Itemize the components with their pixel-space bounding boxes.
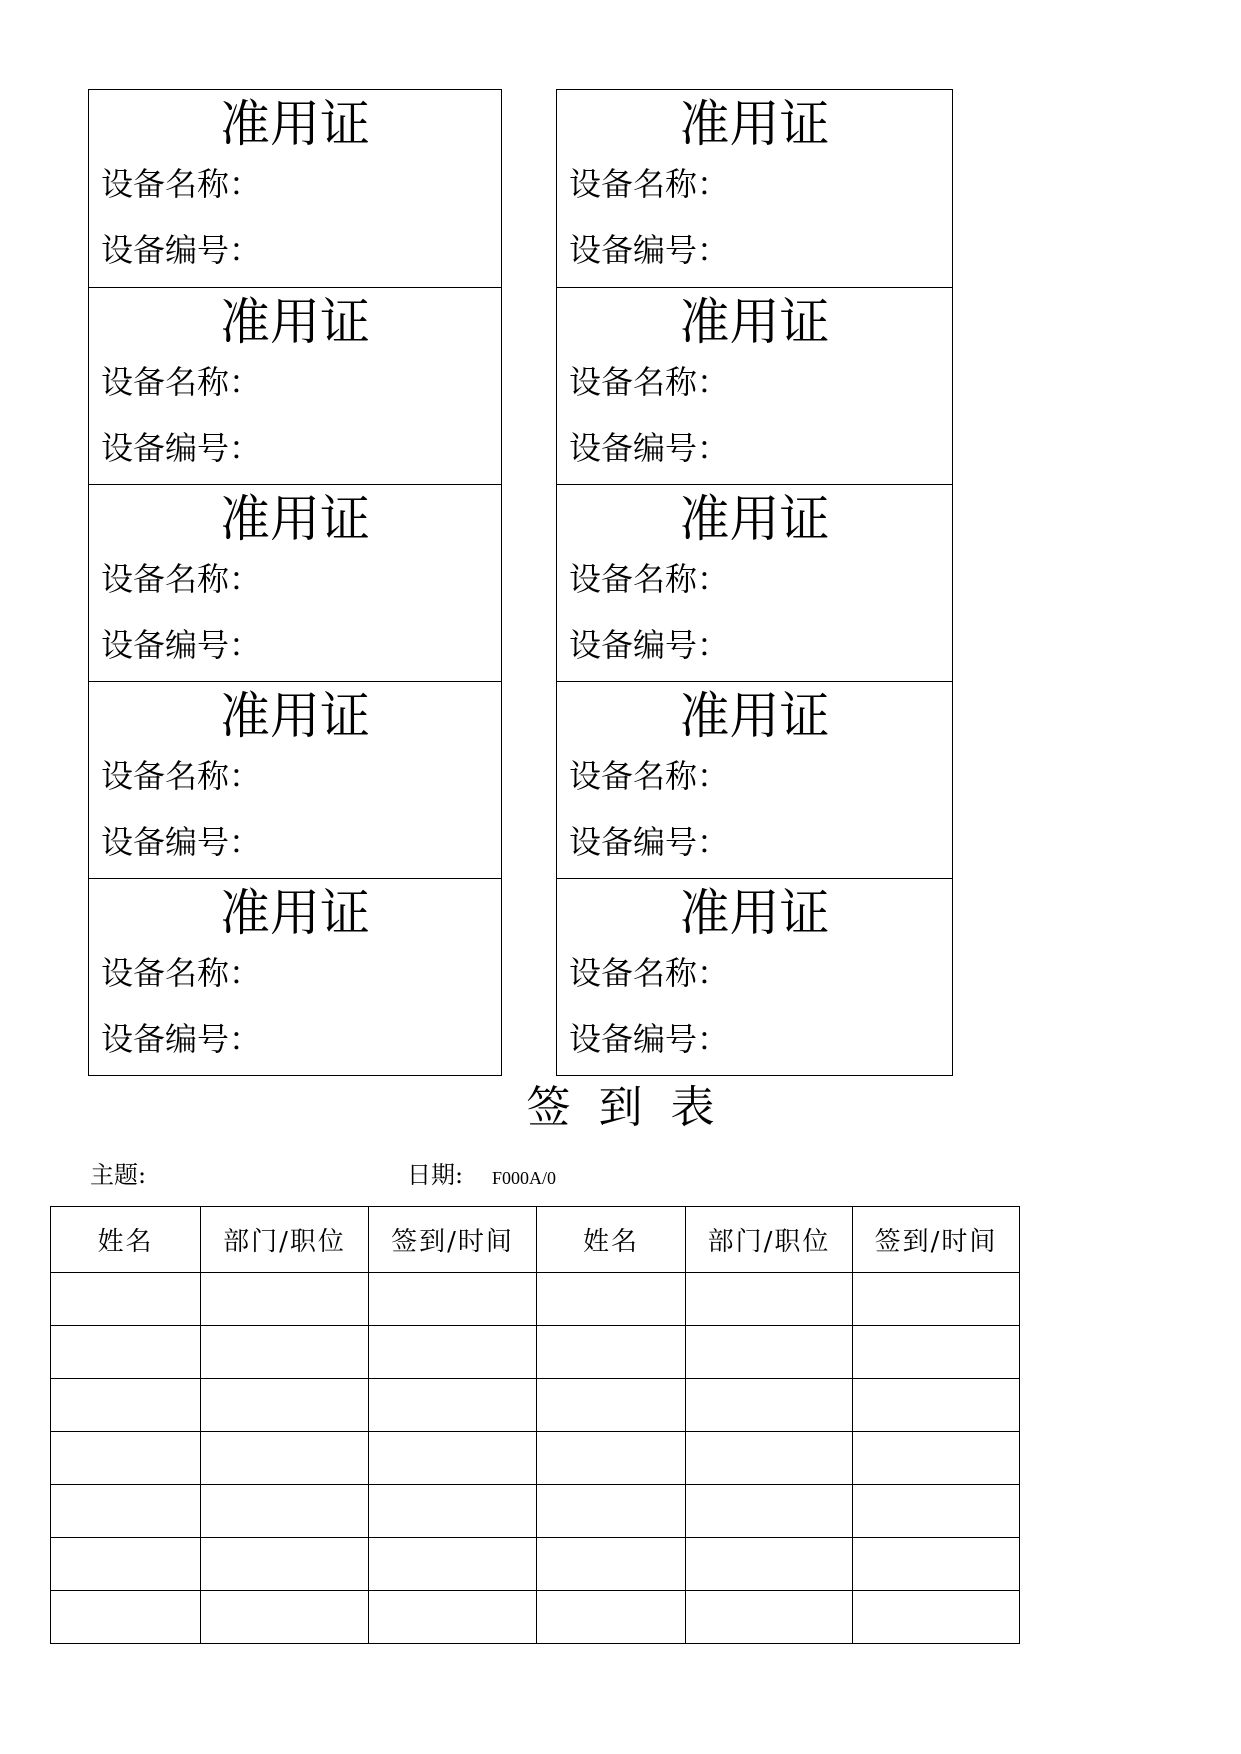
signin-cell[interactable] [369,1326,537,1379]
signin-cell[interactable] [201,1273,369,1326]
column-header-signin-time: 签到/时间 [853,1207,1020,1273]
permit-card [557,681,952,878]
table-row [51,1485,1020,1538]
permit-title: 准用证 [679,490,830,548]
signin-cell[interactable] [51,1538,201,1591]
signin-cell[interactable] [537,1591,686,1644]
equipment-name-label: 设备名称： [101,165,262,203]
permit-card [89,90,501,287]
signin-cell[interactable] [686,1326,853,1379]
permit-card [557,287,952,484]
equipment-code-label: 设备编号： [101,429,262,467]
signin-cell[interactable] [686,1379,853,1432]
signin-cell[interactable] [51,1273,201,1326]
permit-card [89,484,501,681]
equipment-code-label: 设备编号： [569,823,730,861]
signin-cell[interactable] [853,1379,1020,1432]
table-header-row [51,1207,1020,1273]
signin-cell[interactable] [201,1538,369,1591]
permit-title: 准用证 [679,293,830,351]
signin-cell[interactable] [853,1326,1020,1379]
signin-cell[interactable] [369,1485,537,1538]
permit-title: 准用证 [220,687,370,745]
permit-card [557,90,952,287]
signin-cell[interactable] [853,1591,1020,1644]
signin-cell[interactable] [51,1591,201,1644]
permit-title: 准用证 [679,884,830,942]
permit-title: 准用证 [220,490,370,548]
permit-title: 准用证 [220,884,370,942]
equipment-code-label: 设备编号： [101,626,262,664]
signin-cell[interactable] [537,1326,686,1379]
signin-cell[interactable] [201,1379,369,1432]
table-row [51,1273,1020,1326]
signin-cell[interactable] [686,1538,853,1591]
signin-cell[interactable] [51,1379,201,1432]
signin-cell[interactable] [51,1485,201,1538]
equipment-code-label: 设备编号： [101,823,262,861]
signin-cell[interactable] [853,1432,1020,1485]
equipment-name-label: 设备名称： [569,560,730,598]
permit-column-right [556,89,953,1076]
signin-cell[interactable] [369,1432,537,1485]
signin-cell[interactable] [686,1485,853,1538]
signin-cell[interactable] [201,1591,369,1644]
signin-table [50,1206,1020,1644]
signin-cell[interactable] [51,1326,201,1379]
equipment-name-label: 设备名称： [569,363,730,401]
permit-title: 准用证 [220,95,370,153]
signin-cell[interactable] [537,1485,686,1538]
signin-cell[interactable] [537,1432,686,1485]
equipment-name-label: 设备名称： [569,165,730,203]
table-row [51,1379,1020,1432]
signin-cell[interactable] [686,1273,853,1326]
column-header-name: 姓名 [537,1207,686,1273]
equipment-name-label: 设备名称： [101,363,262,401]
permit-card [89,681,501,878]
signin-cell[interactable] [686,1432,853,1485]
table-row [51,1326,1020,1379]
signin-sheet-title: 签到表 [526,1082,743,1133]
signin-cell[interactable] [853,1273,1020,1326]
permit-column-left [88,89,502,1076]
equipment-name-label: 设备名称： [569,757,730,795]
signin-cell[interactable] [537,1273,686,1326]
permit-card [557,878,952,1075]
date-label: 日期: [407,1161,464,1189]
equipment-name-label: 设备名称： [101,757,262,795]
signin-cell[interactable] [201,1326,369,1379]
signin-cell[interactable] [369,1591,537,1644]
permit-title: 准用证 [679,95,830,153]
table-row [51,1538,1020,1591]
signin-cell[interactable] [537,1379,686,1432]
equipment-name-label: 设备名称： [569,954,730,992]
permit-card [89,287,501,484]
document-code: F000A/0 [492,1168,557,1188]
equipment-code-label: 设备编号： [569,429,730,467]
signin-cell[interactable] [686,1591,853,1644]
column-header-department: 部门/职位 [201,1207,369,1273]
column-header-department: 部门/职位 [686,1207,853,1273]
column-header-signin-time: 签到/时间 [369,1207,537,1273]
topic-label: 主题: [90,1161,147,1189]
permit-card [557,484,952,681]
signin-cell[interactable] [853,1485,1020,1538]
signin-cell[interactable] [853,1538,1020,1591]
table-row [51,1591,1020,1644]
signin-table-body [51,1273,1020,1644]
column-header-name: 姓名 [51,1207,201,1273]
equipment-name-label: 设备名称： [101,954,262,992]
signin-cell[interactable] [51,1432,201,1485]
signin-cell[interactable] [201,1432,369,1485]
equipment-code-label: 设备编号： [569,626,730,664]
permit-title: 准用证 [679,687,830,745]
equipment-code-label: 设备编号： [101,231,262,269]
equipment-code-label: 设备编号： [101,1020,262,1058]
signin-cell[interactable] [369,1379,537,1432]
signin-cell[interactable] [537,1538,686,1591]
equipment-code-label: 设备编号： [569,1020,730,1058]
signin-cell[interactable] [369,1273,537,1326]
equipment-name-label: 设备名称： [101,560,262,598]
permit-card [89,878,501,1075]
table-row [51,1432,1020,1485]
signin-cell[interactable] [201,1485,369,1538]
permit-title: 准用证 [220,293,370,351]
signin-cell[interactable] [369,1538,537,1591]
equipment-code-label: 设备编号： [569,231,730,269]
